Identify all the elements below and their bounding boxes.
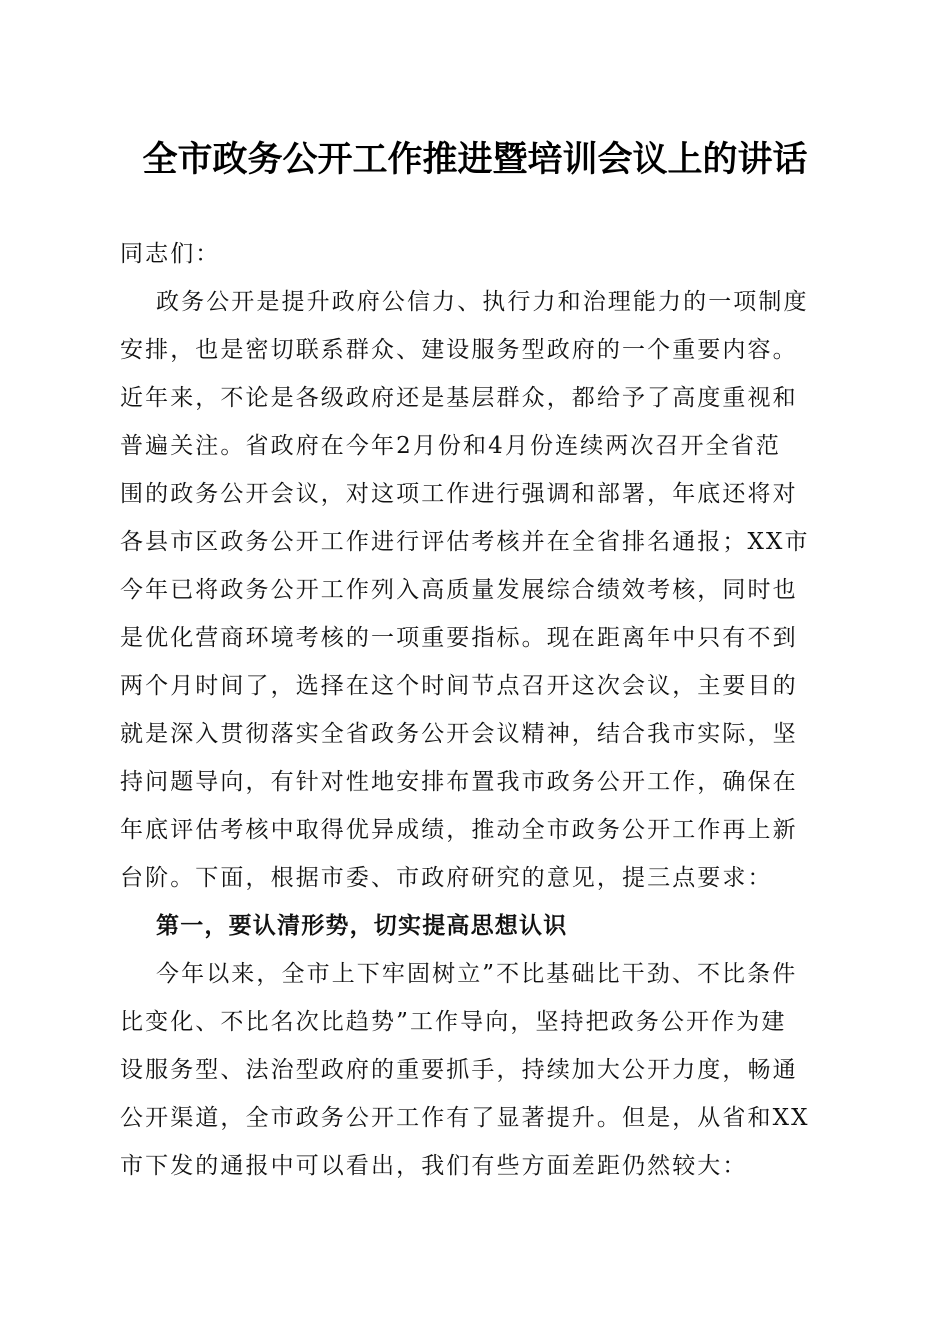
salutation: 同志们： [120, 241, 221, 267]
paragraph-line: 比变化、不比名次比趋势”工作导向，坚持把政务公开作为建 [120, 1009, 787, 1035]
paragraph-line: 持问题导向，有针对性地安排布置我市政务公开工作，确保在 [120, 769, 798, 795]
paragraph-line: 近年来，不论是各级政府还是基层群众，都给予了高度重视和 [120, 385, 798, 411]
paragraph-line: 政务公开是提升政府公信力、执行力和治理能力的一项制度 [156, 289, 809, 315]
paragraph-line: 今年已将政务公开工作列入高质量发展综合绩效考核，同时也 [120, 577, 798, 603]
section-heading: 第一，要认清形势，切实提高思想认识 [156, 913, 568, 939]
paragraph-line: 市下发的通报中可以看出，我们有些方面差距仍然较大： [120, 1153, 748, 1179]
paragraph-2 [120, 950, 840, 1190]
paragraph-line: 今年以来，全市上下牢固树立”不比基础比干劲、不比条件 [156, 961, 798, 987]
paragraph-line: 设服务型、法治型政府的重要抓手，持续加大公开力度，畅通 [120, 1057, 798, 1083]
paragraph-line: 就是深入贯彻落实全省政务公开会议精神，结合我市实际，坚 [120, 721, 798, 747]
paragraph-line: 两个月时间了，选择在这个时间节点召开这次会议，主要目的 [120, 673, 798, 699]
document-body [120, 230, 840, 1190]
paragraph-line: 围的政务公开会议，对这项工作进行强调和部署，年底还将对 [120, 481, 798, 507]
paragraph-line: 普遍关注。省政府在今年2月份和4月份连续两次召开全省范 [120, 433, 781, 459]
paragraph-line: 安排，也是密切联系群众、建设服务型政府的一个重要内容。 [120, 337, 798, 363]
paragraph-line: 各县市区政务公开工作进行评估考核并在全省排名通报；XX市 [120, 529, 810, 555]
paragraph-line: 公开渠道，全市政务公开工作有了显著提升。但是，从省和XX [120, 1105, 810, 1131]
paragraph-line: 是优化营商环境考核的一项重要指标。现在距离年中只有不到 [120, 625, 798, 651]
document-title: 全市政务公开工作推进暨培训会议上的讲话 [142, 140, 808, 180]
paragraph-1 [120, 278, 840, 902]
paragraph-line: 年底评估考核中取得优异成绩，推动全市政务公开工作再上新 [120, 817, 798, 843]
paragraph-line: 台阶。下面，根据市委、市政府研究的意见，提三点要求： [120, 865, 773, 891]
